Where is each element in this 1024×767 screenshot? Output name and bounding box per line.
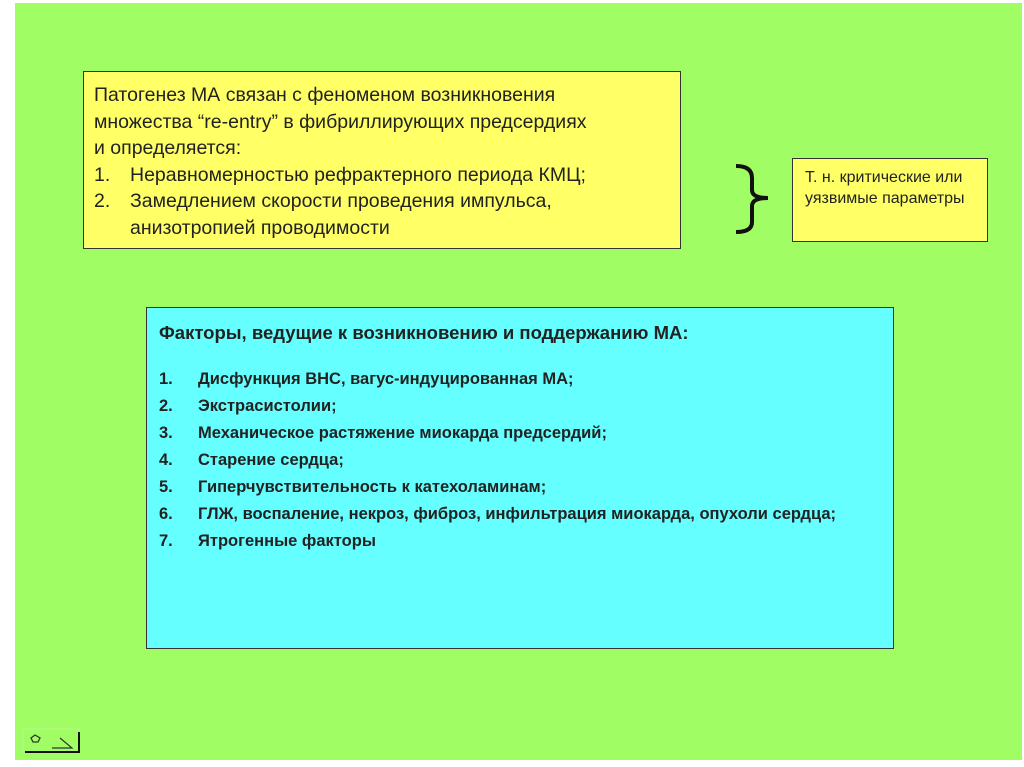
item-text: Дисфункция ВНС, вагус-индуцированная МА; <box>198 370 574 388</box>
item-text: Экстрасистолии; <box>198 397 337 415</box>
item-number: 2. <box>159 397 173 415</box>
list-item <box>94 188 670 241</box>
item-number: 1. <box>159 370 173 388</box>
list-item <box>159 447 881 474</box>
item-text: Замедлением скорости проведения импульса, анизотропией проводимости <box>130 190 552 239</box>
intro-line: Патогенез МА связан с феноменом возникновения <box>94 84 556 106</box>
intro-line: и определяется: <box>94 137 242 159</box>
factors-box <box>146 307 894 649</box>
item-text: Ятрогенные факторы <box>198 532 376 550</box>
list-item <box>159 501 881 528</box>
factors-title: Факторы, ведущие к возникновению и поддержанию МА: <box>159 322 689 343</box>
list-item <box>159 393 881 420</box>
item-number: 2. <box>94 190 111 212</box>
item-text: Гиперчувствительность к катехоламинам; <box>198 478 547 496</box>
item-text: Неравномерностью рефрактерного периода КМЦ; <box>130 163 586 186</box>
list-item <box>159 474 881 501</box>
item-text: Старение сердца; <box>198 451 344 469</box>
list-item <box>94 162 670 189</box>
item-number: 6. <box>159 505 173 523</box>
curly-brace-icon <box>730 160 780 240</box>
item-number: 3. <box>159 424 173 442</box>
list-item <box>159 528 881 555</box>
note-text: Т. н. критические или уязвимые параметры <box>805 169 965 207</box>
item-text: ГЛЖ, воспаление, некроз, фиброз, инфильтрация миокарда, опухоли сердца; <box>198 505 837 523</box>
note-box <box>792 158 988 242</box>
slide-navigation-icon[interactable] <box>22 728 82 754</box>
item-number: 1. <box>94 163 111 186</box>
item-text: Механическое растяжение миокарда предсердий; <box>198 424 607 442</box>
list-item <box>159 366 881 393</box>
pathogenesis-box <box>83 71 681 249</box>
item-number: 7. <box>159 532 173 550</box>
item-number: 5. <box>159 478 173 496</box>
intro-line: множества “re-entry” в фибриллирующих предсердиях <box>94 110 587 133</box>
list-item <box>159 420 881 447</box>
item-number: 4. <box>159 451 173 469</box>
